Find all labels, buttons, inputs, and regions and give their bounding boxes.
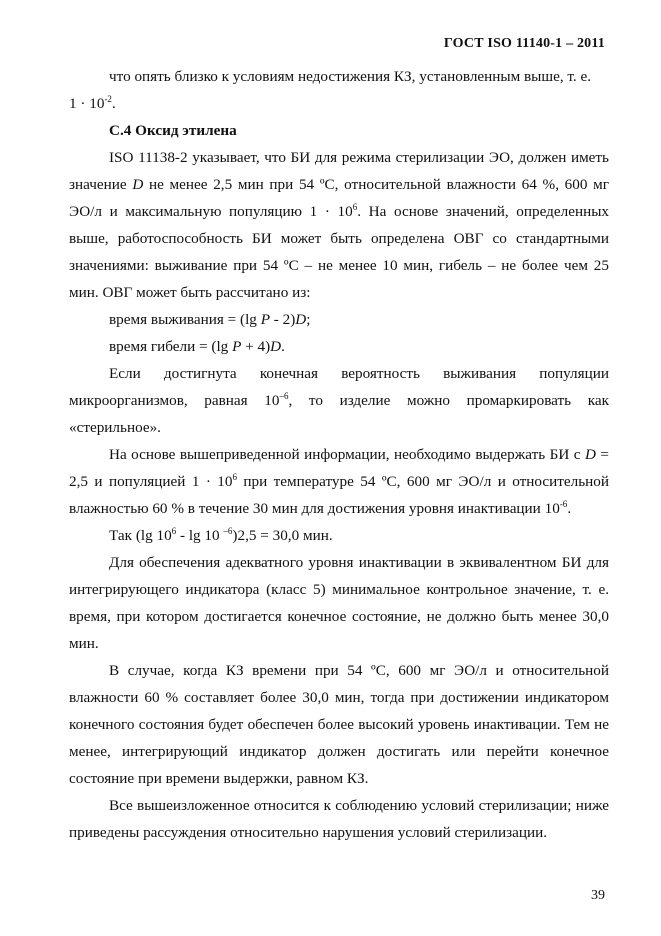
superscript: 6 xyxy=(352,201,358,212)
symbol-d: D xyxy=(295,311,307,328)
text-run: . xyxy=(567,500,572,517)
page-number: 39 xyxy=(591,888,605,903)
text-run: Если достигнута конечная вероятность выживания популяции микроорганизмов, равная 10 xyxy=(69,365,609,409)
superscript: –6 xyxy=(279,390,289,401)
formula-calculation xyxy=(69,522,609,549)
paragraph-integrating-indicator: Для обеспечения адекватного уровня инактивации в эквивалентном БИ для интегрирующего индикатора (класс 5) минимальное контрольное значение, т. е. время, при котором достигается конечное состояние, не должно быть менее 30,0 мин. xyxy=(69,554,609,652)
text-run: . На основе значений, определенных выше, работоспособность БИ может быть определена ОВГ со стандартными значениями: выживание при 54 ºС – не менее 10 мин, гибель – не более чем 25 мин. ОВГ может быть рассчитано из: xyxy=(69,203,609,301)
text-run: - 2) xyxy=(269,311,296,328)
text-run: = 2,5 и популяцией 1 · 10 xyxy=(69,446,609,490)
symbol-d: D xyxy=(132,176,144,193)
superscript: –6 xyxy=(223,525,233,536)
text-run: 1 · 10 xyxy=(69,95,105,112)
text-run: , то изделие можно промаркировать как «стерильное». xyxy=(69,392,609,436)
superscript: -6 xyxy=(559,498,568,509)
paragraph-continuation xyxy=(69,63,609,90)
formula-survival-time xyxy=(69,306,609,333)
text-run: ; xyxy=(306,311,311,328)
symbol-d: D xyxy=(584,446,596,463)
document-body xyxy=(69,63,609,846)
document-header: ГОСТ ISO 11140-1 – 2011 xyxy=(443,36,605,51)
paragraph-conclusion: Все вышеизложенное относится к соблюдению условий стерилизации; ниже приведены рассуждения относительно нарушения условий стерилизации. xyxy=(69,797,609,841)
text-run: - lg 10 xyxy=(176,527,224,544)
text-run: при температуре 54 ºС, 600 мг ЭО/л и относительной влажностью 60 % в течение 30 мин для достижения уровня инактивации 10 xyxy=(69,473,609,517)
paragraph-exposure xyxy=(69,441,609,522)
symbol-d: D xyxy=(270,338,282,355)
symbol-p: P xyxy=(260,311,270,328)
paragraph-iso-requirements xyxy=(69,144,609,306)
text-run: время выживания = (lg xyxy=(109,311,261,328)
paragraph-higher-inactivation: В случае, когда КЗ времени при 54 ºС, 600 мг ЭО/л и относительной влажности 60 % составляет более 30,0 мин, тогда при достижении индикатором конечного состояния будет обеспечен более высокий уровень инактивации. Тем не менее, интегрирующий индикатор должен достигать или перейти конечное состояние при времени выдержки, равном КЗ. xyxy=(69,662,609,787)
paragraph-continuation-end xyxy=(69,90,609,117)
text-run: . xyxy=(281,338,285,355)
text-run: не менее 2,5 мин при 54 ºС, относительной влажности 64 %, 600 мг ЭО/л и максимальную популяцию 1 · 10 xyxy=(69,176,609,220)
formula-kill-time xyxy=(69,333,609,360)
superscript: 6 xyxy=(232,471,237,482)
symbol-p: P xyxy=(232,338,242,355)
text-run: + 4) xyxy=(241,338,271,355)
text-run: Так (lg 10 xyxy=(109,527,172,544)
superscript: 6 xyxy=(171,525,177,536)
paragraph-sterile-label xyxy=(69,360,609,441)
text-run: На основе вышеприведенной информации, необходимо выдержать БИ с xyxy=(109,446,585,463)
text-run: )2,5 = 30,0 мин. xyxy=(232,527,333,544)
section-heading: С.4 Оксид этилена xyxy=(109,122,237,139)
superscript: -2 xyxy=(104,93,112,104)
text-run: ISO 11138-2 указывает, что БИ для режима стерилизации ЭО, должен иметь значение xyxy=(69,149,609,193)
text-run: что опять близко к условиям недостижения КЗ, установленным выше, т. е. xyxy=(109,68,592,85)
text-run: время гибели = (lg xyxy=(109,338,233,355)
text-run: . xyxy=(111,95,116,112)
